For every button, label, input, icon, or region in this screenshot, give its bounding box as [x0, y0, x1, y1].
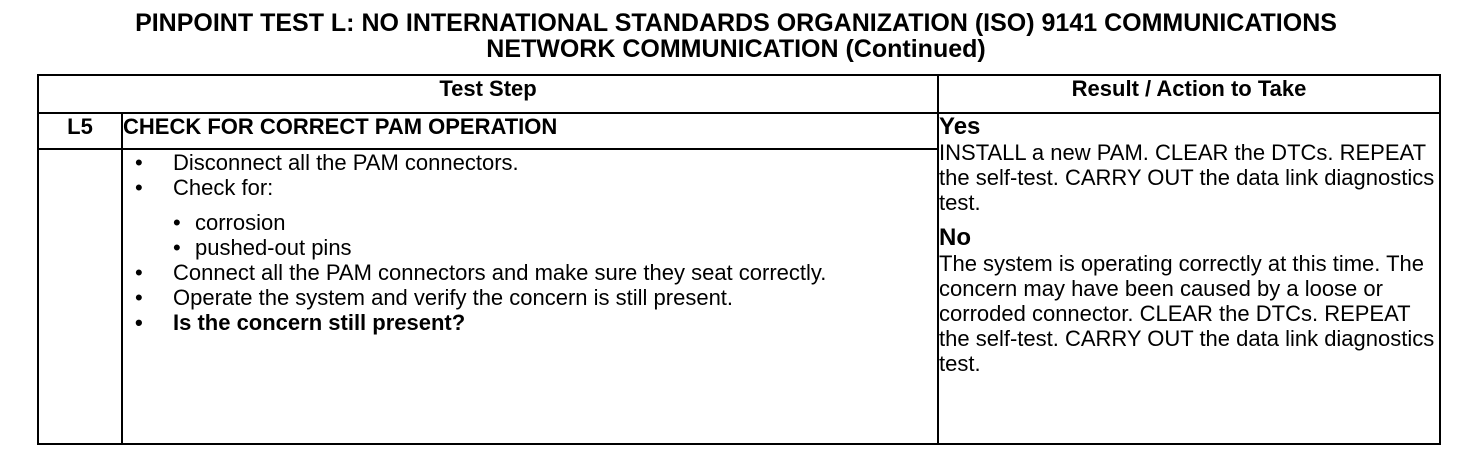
- list-item-text: Check for:: [173, 175, 274, 200]
- list-item-question: [123, 310, 937, 335]
- result-cell: [938, 113, 1440, 444]
- sub-list-item: [173, 210, 937, 235]
- sub-list-item-text: pushed-out pins: [195, 235, 352, 260]
- pinpoint-test-table: [37, 74, 1441, 445]
- sub-list-item-text: corrosion: [195, 210, 286, 235]
- step-title-row: [38, 113, 1440, 149]
- bullet-glyph: •: [135, 260, 143, 285]
- yes-label: Yes: [939, 113, 981, 140]
- no-label: No: [939, 224, 972, 251]
- page-title: [0, 10, 1472, 62]
- step-id: L5: [38, 113, 122, 149]
- bullet-glyph: •: [173, 235, 181, 260]
- step-instructions: [122, 149, 938, 444]
- list-item-text: Connect all the PAM connectors and make sure they seat correctly.: [173, 260, 827, 285]
- list-item: [123, 260, 937, 285]
- header-test-step: Test Step: [38, 75, 938, 113]
- list-item: [123, 285, 937, 310]
- header-result-action: Result / Action to Take: [938, 75, 1440, 113]
- step-bullet-list: [123, 150, 937, 335]
- sub-bullet-list: [173, 210, 937, 260]
- bullet-glyph: •: [135, 150, 143, 175]
- table-header-row: [38, 75, 1440, 113]
- step-title: CHECK FOR CORRECT PAM OPERATION: [122, 113, 938, 149]
- title-line-2: NETWORK COMMUNICATION (Continued): [486, 35, 986, 63]
- list-item: [123, 150, 937, 175]
- sub-list-item: [173, 235, 937, 260]
- bullet-glyph: •: [135, 310, 143, 335]
- list-item-text: Is the concern still present?: [173, 310, 466, 335]
- list-item: [123, 175, 937, 260]
- bullet-glyph: •: [135, 285, 143, 310]
- list-item-text: Operate the system and verify the concern is still present.: [173, 285, 734, 310]
- step-id-spacer: [38, 149, 122, 444]
- yes-action-text: INSTALL a new PAM. CLEAR the DTCs. REPEAT the self-test. CARRY OUT the data link diagnostics test.: [939, 140, 1435, 215]
- bullet-glyph: •: [173, 210, 181, 235]
- bullet-glyph: •: [135, 175, 143, 200]
- list-item-text: Disconnect all the PAM connectors.: [173, 150, 519, 175]
- no-action-text: The system is operating correctly at this time. The concern may have been caused by a loose or corroded connector. CLEAR the DTCs. REPEAT the self-test. CARRY OUT the data link diagnostics test.: [939, 251, 1435, 376]
- title-line-1: PINPOINT TEST L: NO INTERNATIONAL STANDARDS ORGANIZATION (ISO) 9141 COMMUNICATIONS: [135, 9, 1337, 37]
